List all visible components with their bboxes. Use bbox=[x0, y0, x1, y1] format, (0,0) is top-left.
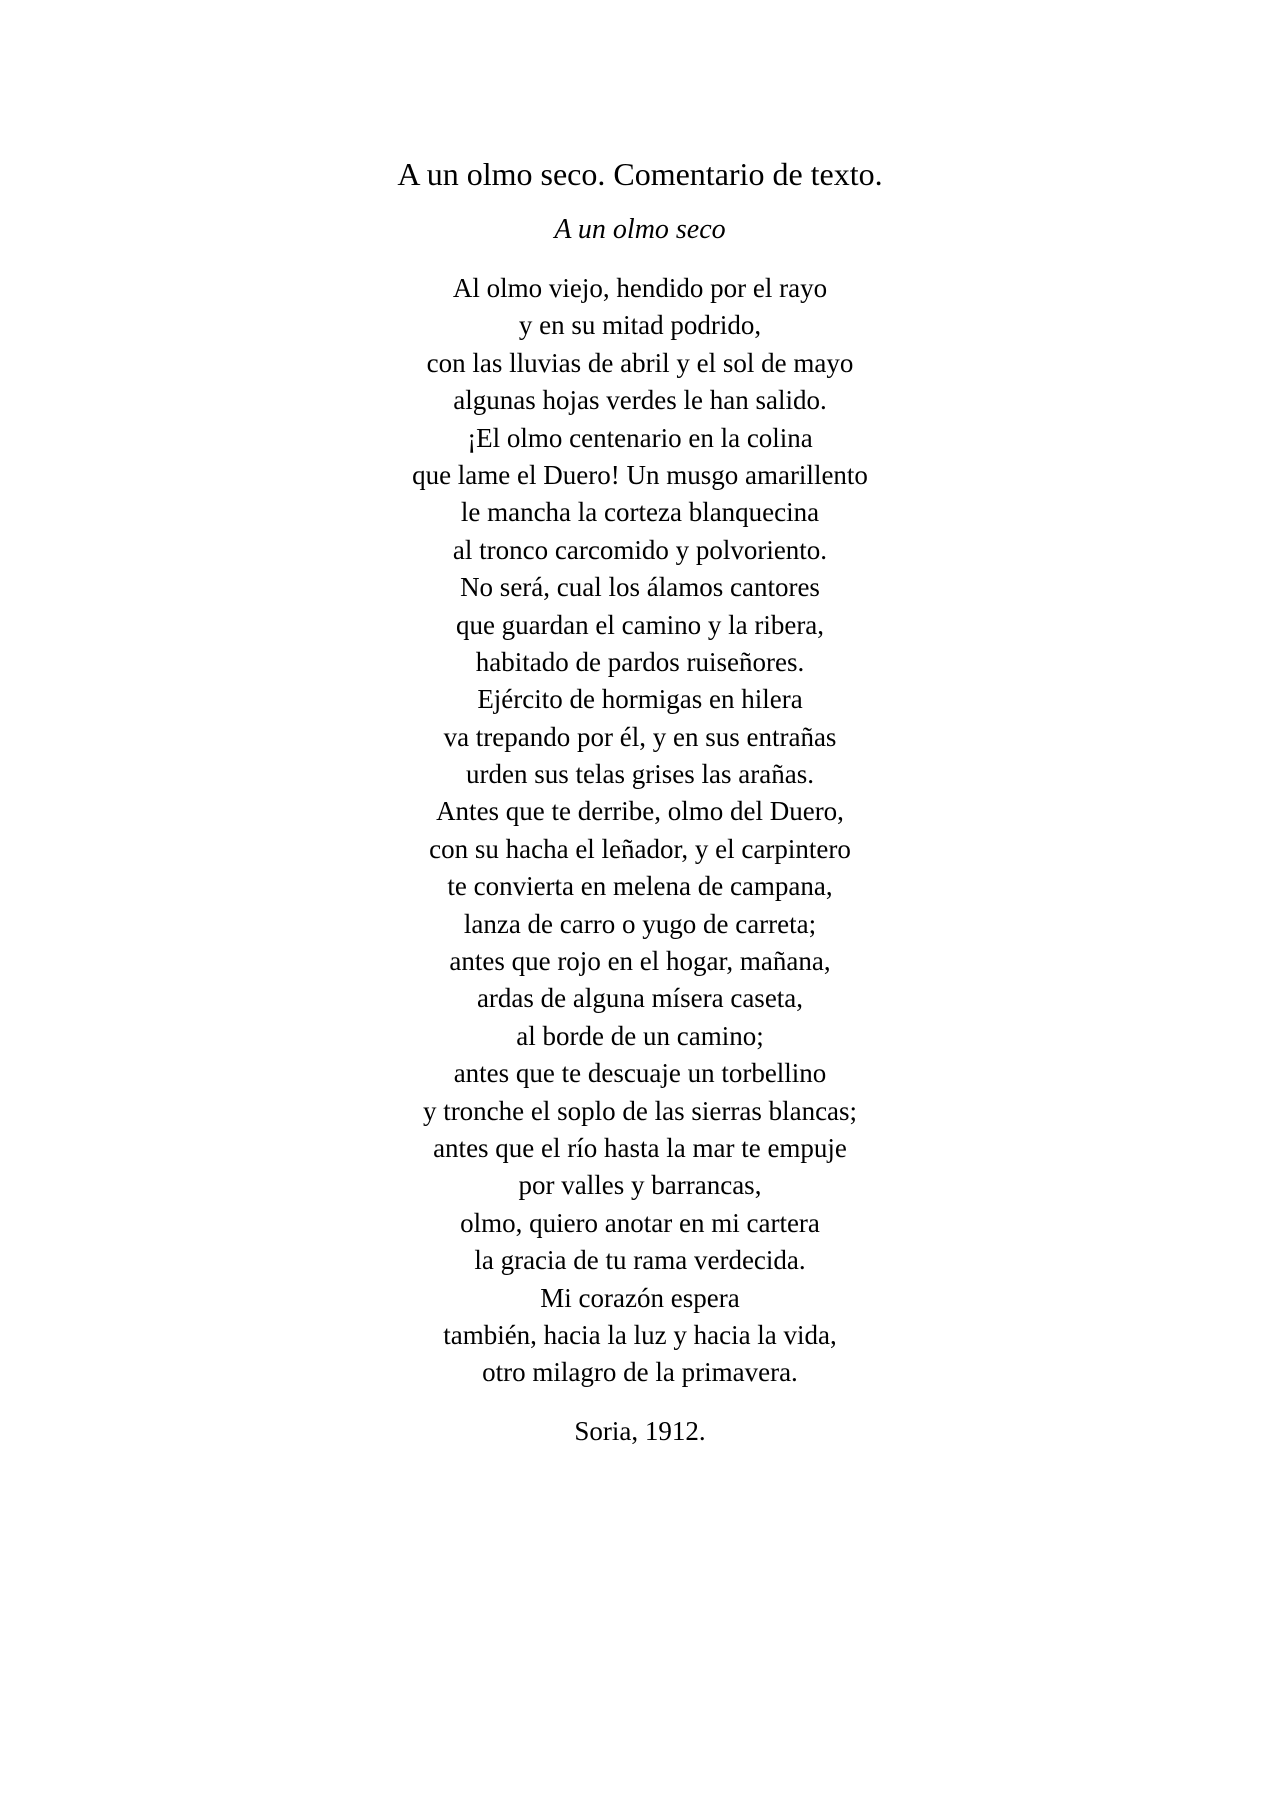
poem-line: ardas de alguna mísera caseta, bbox=[476, 983, 804, 1014]
poem-line: ¡El olmo centenario en la colina bbox=[467, 422, 813, 453]
poem-line: antes que el río hasta la mar te empuje bbox=[433, 1132, 847, 1163]
poem-line: Antes que te derribe, olmo del Duero, bbox=[436, 796, 844, 827]
poem-line: otro milagro de la primavera. bbox=[482, 1357, 798, 1388]
poem-line: lanza de carro o yugo de carreta; bbox=[463, 908, 817, 939]
poem-line: va trepando por él, y en sus entrañas bbox=[443, 721, 837, 752]
poem-line: con su hacha el leñador, y el carpintero bbox=[429, 833, 851, 864]
poem-line: que lame el Duero! Un musgo amarillento bbox=[412, 459, 868, 490]
poem-line: al borde de un camino; bbox=[516, 1020, 764, 1051]
poem-line: al tronco carcomido y polvoriento. bbox=[452, 534, 828, 565]
poem-body bbox=[0, 270, 1280, 1392]
poem-line: urden sus telas grises las arañas. bbox=[466, 759, 814, 790]
poem-line: por valles y barrancas, bbox=[518, 1170, 762, 1201]
poem-line: la gracia de tu rama verdecida. bbox=[474, 1245, 806, 1276]
poem-line: habitado de pardos ruiseñores. bbox=[475, 646, 805, 677]
poem-line: te convierta en melena de campana, bbox=[447, 871, 833, 902]
poem-line: algunas hojas verdes le han salido. bbox=[453, 385, 827, 416]
poem-line: No será, cual los álamos cantores bbox=[460, 572, 820, 603]
poem-line: Mi corazón espera bbox=[540, 1282, 740, 1313]
poem-line: antes que rojo en el hogar, mañana, bbox=[449, 946, 831, 977]
document-title: A un olmo seco. Comentario de texto. bbox=[397, 156, 883, 192]
poem-line: olmo, quiero anotar en mi cartera bbox=[460, 1207, 820, 1238]
poem-signature: Soria, 1912. bbox=[574, 1416, 706, 1446]
poem-line: Ejército de hormigas en hilera bbox=[477, 684, 803, 715]
poem-title: A un olmo seco bbox=[554, 214, 726, 245]
poem-line: le mancha la corteza blanquecina bbox=[460, 497, 820, 528]
poem-line: y en su mitad podrido, bbox=[518, 310, 762, 341]
poem-line: Al olmo viejo, hendido por el rayo bbox=[452, 273, 828, 303]
poem-line: antes que te descuaje un torbellino bbox=[453, 1058, 827, 1089]
poem-line: con las lluvias de abril y el sol de mayo bbox=[426, 347, 854, 378]
poem-line: que guardan el camino y la ribera, bbox=[455, 609, 825, 640]
poem-line: y tronche el soplo de las sierras blancas; bbox=[422, 1095, 858, 1126]
poem-line: también, hacia la luz y hacia la vida, bbox=[443, 1319, 837, 1350]
